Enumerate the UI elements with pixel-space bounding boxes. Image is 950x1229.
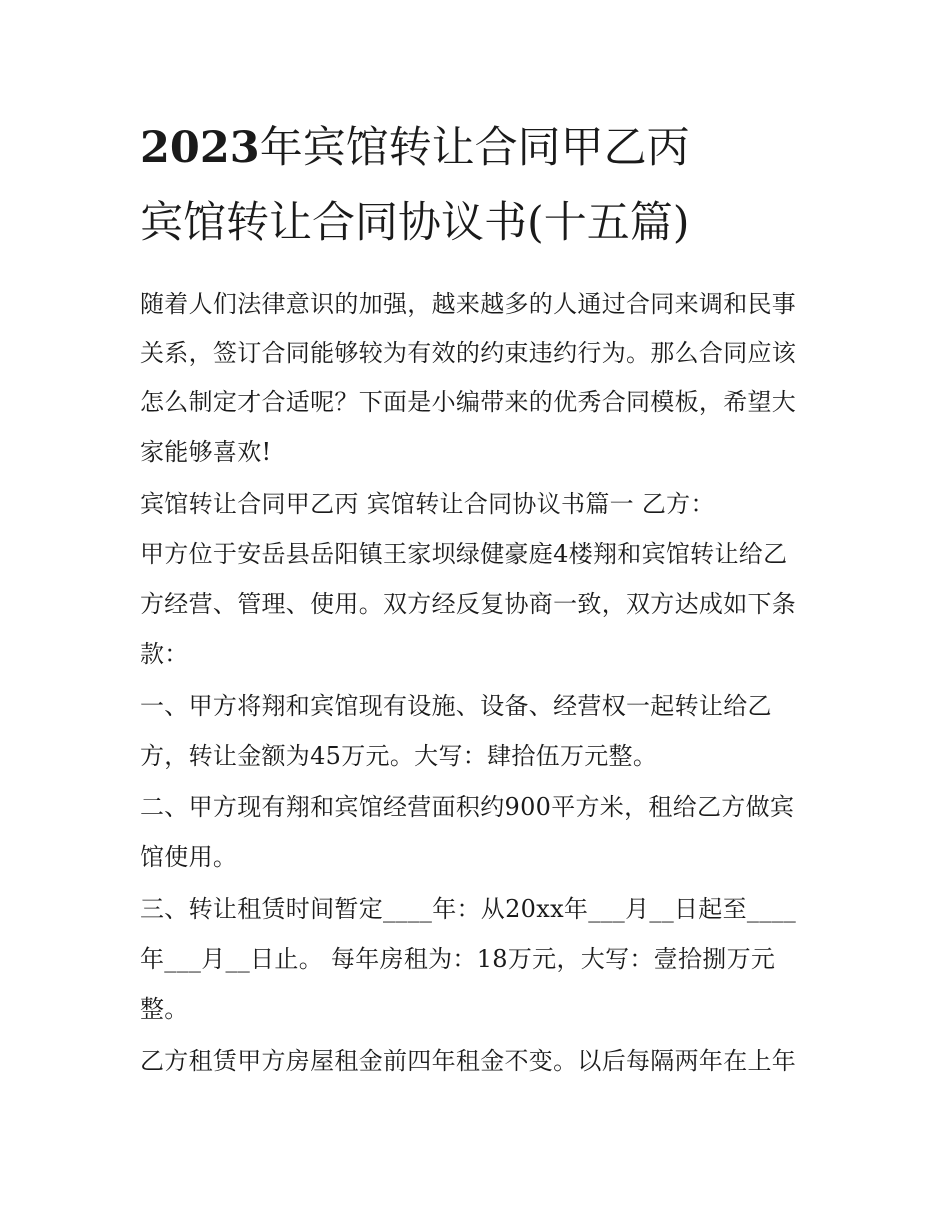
title-year: 2023 (140, 123, 260, 173)
body-line: 家能够喜欢! (140, 438, 272, 466)
title-text: 年宾馆转让合同甲乙丙 (259, 123, 690, 173)
body-line: 宾馆转让合同甲乙丙 宾馆转让合同协议书篇一 乙方： (140, 490, 715, 518)
body-line: 年___月__日止。 每年房租为：18万元，大写：壹拾捌万元 (140, 945, 776, 973)
body-line: 二、甲方现有翔和宾馆经营面积约900平方米，租给乙方做宾 (140, 793, 795, 821)
body-line: 方经营、管理、使用。双方经反复协商一致，双方达成如下条 (140, 590, 797, 618)
body-line: 甲方位于安岳县岳阳镇王家坝绿健豪庭4楼翔和宾馆转让给乙 (140, 540, 788, 568)
document-title-line-2: 宾馆转让合同协议书(十五篇) (140, 198, 690, 248)
body-line: 关系，签订合同能够较为有效的约束违约行为。那么合同应该 (140, 339, 797, 367)
body-line: 款： (140, 640, 189, 668)
document-title-line-1 (140, 118, 840, 178)
body-line: 乙方租赁甲方房屋租金前四年租金不变。以后每隔两年在上年 (140, 1047, 797, 1075)
body-line: 三、转让租赁时间暂定____年：从20xx年___月__日起至____ (140, 895, 797, 923)
body-line: 随着人们法律意识的加强，越来越多的人通过合同来调和民事 (140, 290, 797, 318)
body-line: 方，转让金额为45万元。大写：肆拾伍万元整。 (140, 742, 658, 770)
body-line: 馆使用。 (140, 843, 238, 871)
body-line: 一、甲方将翔和宾馆现有设施、设备、经营权一起转让给乙 (140, 692, 772, 720)
body-line: 怎么制定才合适呢？下面是小编带来的优秀合同模板，希望大 (140, 388, 797, 416)
body-line: 整。 (140, 995, 189, 1023)
